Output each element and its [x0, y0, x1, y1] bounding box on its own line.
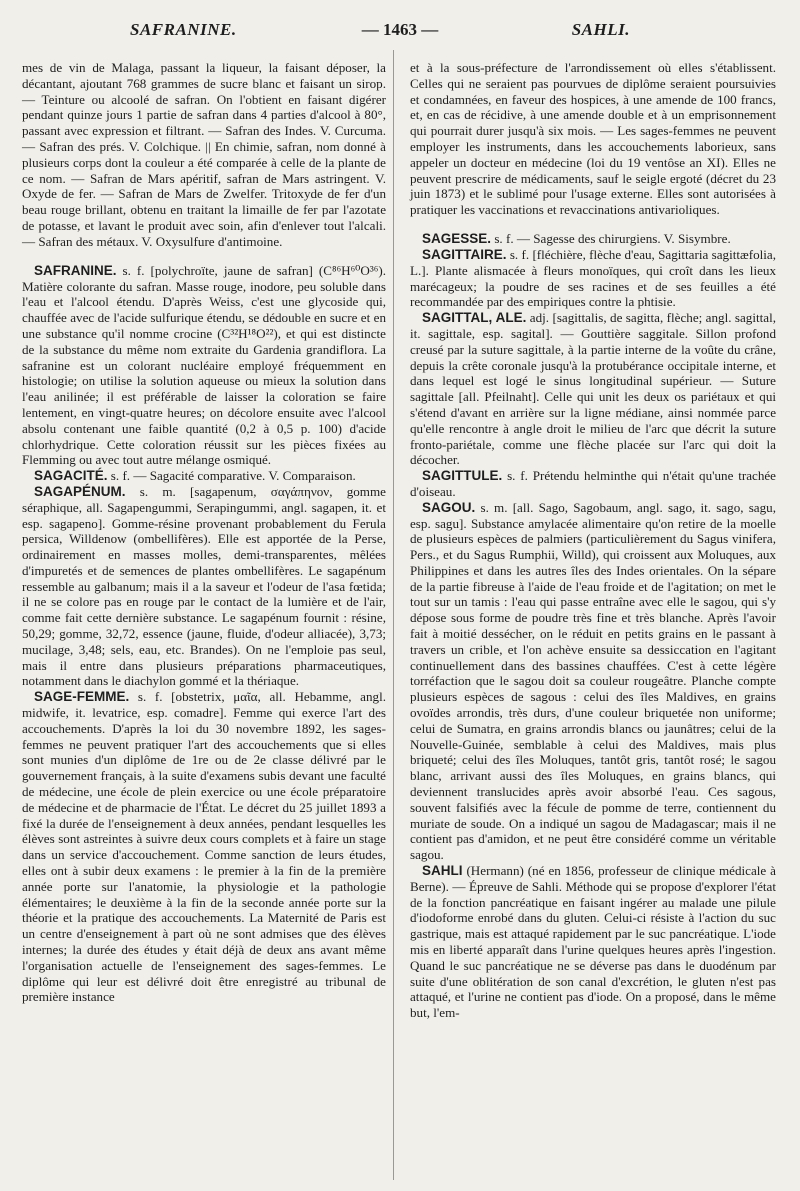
entry-sagou: [410, 500, 776, 863]
left-column: [22, 47, 386, 1005]
column-divider: [393, 50, 394, 1180]
headword: SAGACITÉ.: [34, 468, 108, 484]
right-continuation-text: et à la sous-préfecture de l'arrondissement où elles s'établissent. Celles qui ne seraient pas pourvues de diplôme seraient poursuivies et condamnées, en faveur des hospices, à une amende de 100 francs, et, en cas de récidive, à une amende double et à un emprisonnement qui pourrait durer jusqu'à six mois. — Les sages-femmes ne peuvent employer les instruments, dans les accouchements laborieux, sans appeler un docteur en médecine (loi du 19 ventôse an XI). Elles ne peuvent prescrire de médicaments, sauf le seigle ergoté (décret du 23 juin 1873) et le sublimé pour l'usage externe. Elles sont autorisées à pratiquer les vaccinations et revaccinations antivarioliques.: [410, 60, 776, 218]
entry-sagesse: [410, 231, 776, 247]
entry-text: s. m. [all. Sago, Sagobaum, angl. sago, it. sago, sagu, esp. sagu]. Substance amylacée alimentaire qu'on retire de la moelle de plusieurs espèces de palmiers (particulièrement du Sagus vinifera, Pers., et du Sagus Rumphii, Willd), qui croissent aux Moluques, aux Philippines et dans les autres îles des Indes orientales. On la sépare de la partie fibreuse à l'aide de l'eau froide et de l'agitation; on met le tout sur un tamis : l'eau qui passe entraîne avec elle le sagou, qui s'y dépose sous forme de poudre très fine et très blanche. Après l'avoir fait à moitié dessécher, on le réduit en petits grains en le passant à travers un crible, et l'on achève ensuite sa dessiccation en l'agitant continuellement dans des bassines chauffées. C'est à cette légère torréfaction que le sagou doit sa couleur rougeâtre. Planche compte plusieurs espèces de sagous : celui des îles Maldives, en grains ovoïdes arrondis, très durs, d'une couleur briquetée non uniforme; celui de Sumatra, en grains arrondis blancs ou jaunâtres; celui de la Nouvelle-Guinée, semblable à celui des Maldives, mais plus briqueté; celui des îles Moluques, tantôt gris, tantôt rosé; le sagou blanc, arrivant aussi des îles Moluques, en grains blancs, qui deviennent translucides après avoir absorbé l'eau. Ces sagous, souvent falsifiés avec la fécule de pomme de terre, contiennent du muriate de soude. On a indiqué un sagou de Madagascar; mais il ne contient pas d'amidon, et ne peut être considéré comme un véritable sagou.: [410, 499, 776, 863]
running-head: [20, 20, 780, 44]
entry-sagittal: [410, 310, 776, 468]
headword: SAGITTAIRE.: [422, 246, 507, 262]
headword: SAGITTULE.: [422, 468, 503, 484]
entry-text: s. f. — Sagesse des chirurgiens. V. Sisymbre.: [494, 231, 731, 247]
entry-text: s. f. Prétendu helminthe qui n'était qu'une trachée d'oiseau.: [410, 468, 776, 499]
entry-sagittule: [410, 468, 776, 500]
entry-sage-femme: [22, 689, 386, 1005]
headword: SAGITTAL, ALE.: [422, 310, 527, 326]
entry-text: adj. [sagittalis, de sagitta, flèche; angl. sagittal, it. sagittale, esp. sagital]. — Gouttière saggitale. Sillon profond creusé par la suture sagittale, à la partie interne de la voûte du crâne, depuis la crête coronale jusqu'à la protubérance occipitale interne, et dans lequel est logé le sinus longitudinal supérieur. — Suture sagittale [all. Pfeilnaht]. Celle qui unit les deux os pariétaux et qui s'étend d'avant en arrière sur la ligne médiane, ainsi nommée parce qu'elle rencontre à angle droit le milieu de l'arc que décrit la suture fronto-pariétale, comme une flèche placée sur l'arc qui doit la décocher.: [410, 310, 776, 468]
entry-sagacite: [22, 468, 386, 484]
page-number: — 1463 —: [361, 20, 439, 39]
header-right-word: SAHLI.: [571, 20, 630, 39]
entry-text: (Hermann) (né en 1856, professeur de clinique médicale à Berne). — Épreuve de Sahli. Méthode qui se propose d'explorer l'état de la fonction pancréatique en faisant ingérer au malade une pilule d'iodoforme enrobé dans du gluten. Celui-ci résiste à l'action du suc gastrique, mais est attaqué rapidement par le suc pancréatique. L'iode mis en liberté apparaît dans l'urine quelques heures après l'ingestion. Quand le suc pancréatique ne se déverse pas dans le duodénum par suite d'une oblitération de son canal d'excrétion, le gluten n'est pas attaqué, et l'urine ne contient pas d'iode. On a proposé, dans le même but, l'em-: [410, 863, 776, 1021]
entry-text: s. f. [polychroïte, jaune de safran] (C⁸⁶H⁶⁰O³⁶). Matière colorante du safran. Masse rouge, inodore, peu soluble dans l'eau et l'alcool étendu. D'après Weiss, c'est une glycoside qui, chauffée avec de l'acide sulfurique étendu, se dédouble en sucre et en une substance qu'il nomme crocine (C³²H¹⁸O²²), et qui est distincte de la substance du même nom extraite du Gardenia grandiflora. La safranine est un colorant nucléaire employé fréquemment en histologie; on utilise la solution aqueuse ou mieux la solution dans l'eau anilinée; il est préférable de laisser la coloration se faire lentement, en vingt-quatre heures; on décolore ensuite avec l'alcool absolu contenant une faible quantité (0,2 à 0,5 p. 100) d'acide chlorhydrique. Cette coloration réussit sur les pièces fixées au Flemming ou avec tout autre mélange osmiqué.: [22, 262, 386, 468]
headword: SAFRANINE.: [34, 262, 117, 278]
headword: SAHLI: [422, 863, 463, 879]
header-left-word: SAFRANINE.: [130, 20, 237, 39]
headword: SAGOU.: [422, 499, 476, 515]
headword: SAGE-FEMME.: [34, 689, 130, 705]
entry-text: s. f. [obstetrix, μαῖα, all. Hebamme, angl. midwife, it. levatrice, esp. comadre]. Femme qui exerce l'art des accouchements. D'après la loi du 30 novembre 1892, les sages-femmes ne peuvent pratiquer l'art des accouchements que si elles sont munies d'un diplôme de 1re ou de 2e classe délivré par le gouvernement français, à la suite d'examens subis devant une faculté de médecine, une école de plein exercice ou une école préparatoire de médecine et de pharmacie de l'État. Le décret du 25 juillet 1893 a fixé la durée de l'enseignement à deux années, pendant lesquelles les élèves sont astreintes à suivre deux cours complets et à faire un stage dans un service d'accouchement. Comme sanction de leurs études, elles ont à subir deux examens : le premier à la fin de la première année porte sur l'anatomie, la physiologie et la pathologie élémentaires; le deuxième à la fin de la seconde année porte sur la théorie et la pratique des accouchements. La Maternité de Paris est un centre d'enseignement à part où ne sont admises que des élèves internes; la durée des études y était déjà de deux ans avant même l'organisation actuelle de l'enseignement des sages-femmes. Le diplôme qui leur est délivré doit être enregistré au tribunal de première instance: [22, 689, 386, 1005]
entry-sagittaire: [410, 247, 776, 310]
entry-sahli: [410, 863, 776, 1021]
entry-safranine: [22, 263, 386, 468]
right-column: [410, 47, 776, 1021]
entry-sagapenum: [22, 484, 386, 689]
headword: SAGESSE.: [422, 231, 492, 247]
left-continuation-text: mes de vin de Malaga, passant la liqueur, la faisant déposer, la décantant, ajoutant 768 grammes de sucre blanc et faisant un sirop. — Teinture ou alcoolé de safran. On l'obtient en faisant digérer pendant quinze jours 1 partie de safran dans 4 parties d'alcool à 80°, passant avec expression et filtrant. — Safran des Indes. V. Curcuma. — Safran des prés. V. Colchique. || En chimie, safran, nom donné à plusieurs corps dont la couleur a été comparée à celle de la plante de ce nom. — Safran de Mars apéritif, safran de Mars astringent. V. Oxyde de fer. — Safran de Mars de Zwelfer. Tritoxyde de fer d'un beau rouge brillant, obtenu en traitant la limaille de fer par l'azotate de potasse, et lavant le produit avec soin, afin d'enlever tout l'alcali. — Safran des métaux. V. Oxysulfure d'antimoine.: [22, 60, 386, 249]
entry-text: s. m. [sagapenum, σαγάπηνον, gomme séraphique, all. Sagapengummi, Serapingummi, angl. sagapen, it. et esp. sagapeno]. Gomme-résine provenant probablement du Ferula persica, Willdenow (ombellifères). Elle est apportée de la Perse, ordinairement en masses molles, demi-transparentes, mêlées d'impuretés et de semences de plantes ombellifères. Le sagapénum ressemble au galbanum; mais il a la saveur et l'odeur de l'asa fœtida; il ne se colore pas en rouge par le contact de la lumière et de l'air, comme fait cette dernière substance. Le sagapénum fournit : résine, 50,29; gomme, 32,72, essence (jaune, fluide, d'odeur alliacée), 3,73; mucilage, 3,48; sels, eau, etc. Brandes). On ne l'emploie pas seul, mais il entre dans plusieurs préparations pharmaceutiques, notamment dans le diachylon gommé et la thériaque.: [22, 483, 386, 689]
entry-text: s. f. — Sagacité comparative. V. Comparaison.: [110, 468, 356, 484]
entry-text: s. f. [fléchière, flèche d'eau, Sagittaria sagittæfolia, L.]. Plante alismacée à fleurs monoïques, qui croît dans les lieux marécageux; la poudre de ses racines et de ses feuilles a été recommandée par des empiriques contre la phtisie.: [410, 246, 776, 310]
headword: SAGAPÉNUM.: [34, 483, 126, 499]
